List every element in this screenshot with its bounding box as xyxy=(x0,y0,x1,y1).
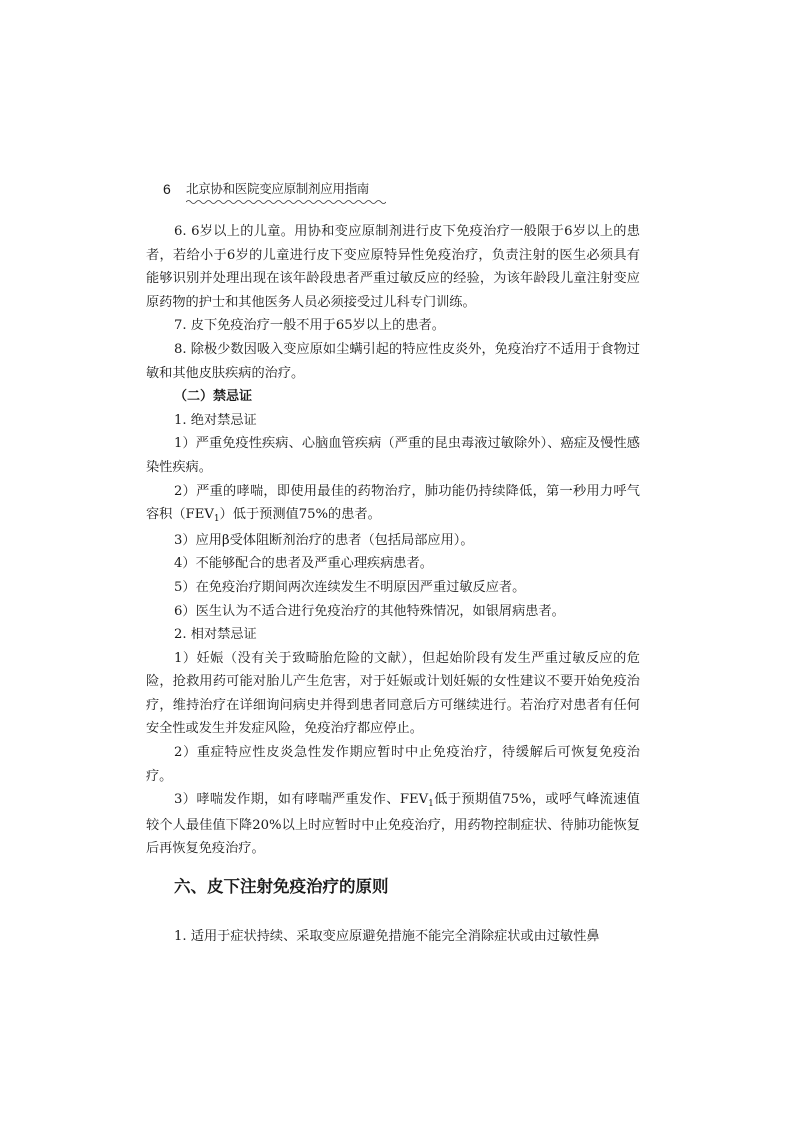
paragraph: 8. 除极少数因吸入变应原如尘螨引起的特应性皮炎外，免疫治疗不适用于食物过敏和其他皮肤疾病的治疗。 xyxy=(146,341,640,381)
paragraph xyxy=(146,788,640,861)
paragraph: 4）不能够配合的患者及严重心理疾病患者。 xyxy=(174,556,433,572)
paragraph: 3）应用β受体阻断剂治疗的患者（包括局部应用）。 xyxy=(174,532,474,548)
paragraph: 1. 适用于症状持续、采取变应原避免措施不能完全消除症状或由过敏性鼻 xyxy=(174,929,600,944)
paragraph-text: ）低于预测值75%的患者。 xyxy=(219,507,381,523)
subheading: （二）禁忌证 xyxy=(174,389,253,405)
body-text xyxy=(146,220,640,861)
paragraph: 5）在免疫治疗期间两次连续发生不明原因严重过敏反应者。 xyxy=(174,579,526,595)
paragraph: 6. 6岁以上的儿童。用协和变应原制剂进行皮下免疫治疗一般限于6岁以上的患者，若给小于6岁的儿童进行皮下变应原特异性免疫治疗，负责注射的医生必须具有能够识别并处理出现在该年龄段患者严重过敏反应的经验，为该年龄段儿童注射变应原药物的护士和其他医务人员必须接受过儿科专门训练。 xyxy=(146,224,640,310)
paragraph: 1. 绝对禁忌证 xyxy=(174,412,257,428)
header-wavy-rule xyxy=(186,198,386,206)
paragraph-text: 低于预期值75%，或呼气峰流速值较个人最佳值下降20%以上时应暂时中止免疫治疗，用药物控制症状、待肺功能恢复后再恢复免疫治疗。 xyxy=(146,792,640,857)
running-title: 北京协和医院变应原制剂应用指南 xyxy=(186,181,370,196)
paragraph: 2. 相对禁忌证 xyxy=(174,627,257,643)
page-number: 6 xyxy=(163,181,171,197)
paragraph: 1）严重免疫性疾病、心脑血管疾病（严重的昆虫毒液过敏除外）、癌症及慢性感染性疾病。 xyxy=(146,436,640,475)
paragraph-text: 2）严重的哮喘，即使用最佳的药物治疗，肺功能仍持续降低，第一秒用力呼气容积（FEV xyxy=(146,483,640,523)
subscript: 1 xyxy=(428,799,434,810)
paragraph: 2）重症特应性皮炎急性发作期应暂时中止免疫治疗，待缓解后可恢复免疫治疗。 xyxy=(146,745,640,784)
paragraph xyxy=(146,480,640,529)
paragraph: 7. 皮下免疫治疗一般不用于65岁以上的患者。 xyxy=(174,318,445,334)
page-header xyxy=(163,180,370,210)
section-heading: 六、皮下注射免疫治疗的原则 xyxy=(174,877,389,896)
subscript: 1 xyxy=(213,514,220,525)
paragraph: 6）医生认为不适合进行免疫治疗的其他特殊情况，如银屑病患者。 xyxy=(174,603,565,619)
paragraph-text: 3）哮喘发作期，如有哮喘严重发作、FEV xyxy=(174,792,429,808)
paragraph: 1）妊娠（没有关于致畸胎危险的文献），但起始阶段有发生严重过敏反应的危险，抢救用药可能对胎儿产生危害，对于妊娠或计划妊娠的女性建议不要开始免疫治疗，维持治疗在详细询问病史并得到患者同意后方可继续进行。若治疗对患者有任何安全性或发生并发症风险，免疫治疗都应停止。 xyxy=(146,650,640,737)
body-text-continued xyxy=(146,925,640,949)
